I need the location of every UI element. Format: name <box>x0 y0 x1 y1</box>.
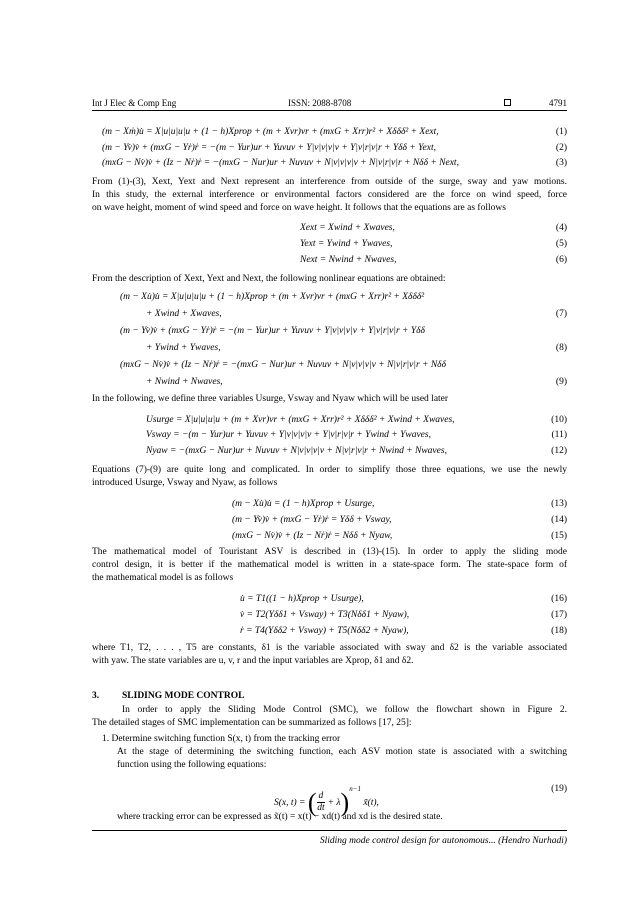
equation-14: (m − Yv̇)v̇ + (mxG − Yṙ)ṙ = Yδδ + Vsway, <box>232 515 392 525</box>
paragraph-line: In order to apply the Sliding Mode Control (SMC), we follow the flowchart shown in Figure 2. <box>122 705 567 715</box>
equation-number-18: (18) <box>551 626 567 636</box>
paragraph-line: where T1, T2, . . . , T5 are constants, δ1 is the variable associated with sway and δ2 is the variable associated <box>92 643 567 653</box>
paragraph-line: At the stage of determining the switching function, each ASV motion state is associated with a switching <box>117 747 567 757</box>
paragraph-line: control design, it is better if the mathematical model is written in a state-space form. The state-space form of <box>92 560 567 570</box>
equation-number-17: (17) <box>551 610 567 620</box>
paragraph-line: From (1)-(3), Xext, Yext and Next represent an interference from outside of the surge, sway and yaw motions. <box>92 177 567 187</box>
page-number: 4791 <box>549 98 567 108</box>
equation-19-lhs: S(x, t) = <box>274 798 306 808</box>
equation-number-5: (5) <box>555 239 567 249</box>
journal-name: Int J Elec & Comp Eng <box>92 98 177 108</box>
equation-8-line-1: (m − Yv̇)v̇ + (mxG − Yṙ)ṙ = −(m − Yur)ur + Yuvuv + Y|v|v|v|v + Y|v|r|v|r + Yδδ <box>120 326 425 336</box>
equation-number-10: (10) <box>551 415 567 425</box>
equation-number-19: (19) <box>551 784 567 794</box>
left-paren-icon: ( <box>307 787 317 817</box>
equation-number-3: (3) <box>555 158 567 168</box>
fraction-numerator: d <box>318 791 324 802</box>
paragraph-5 <box>92 546 567 585</box>
equation-19-lambda: + λ <box>327 798 341 808</box>
equation-16: u̇ = T1((1 − h)Xprop + Usurge), <box>240 594 364 604</box>
equation-number-1: (1) <box>555 127 567 137</box>
paragraph-line: The mathematical model of Touristant ASV is described in (13)-(15). In order to apply the sliding mode <box>92 547 567 557</box>
equation-11: Vsway = −(m − Yur)ur + Yuvuv + Y|v|v|v|v + Y|v|r|v|r + Ywind + Ywaves, <box>146 430 431 440</box>
paragraph-line: on wave height, moment of wind speed and force on wave height. It follows that the equations are as follows <box>92 203 506 213</box>
paragraph-line: the mathematical model is as follows <box>92 573 234 583</box>
equation-number-14: (14) <box>551 515 567 525</box>
paragraph-line: function using the following equations: <box>117 760 267 770</box>
equation-18: ṙ = T4(Yδδ2 + Vsway) + T5(Nδδ2 + Nyaw), <box>240 626 409 636</box>
equation-number-4: (4) <box>555 223 567 233</box>
square-icon <box>504 99 511 106</box>
section-heading <box>92 690 244 702</box>
equation-13: (m − Xu̇)u̇ = (1 − h)Xprop + Usurge, <box>232 499 375 509</box>
paragraph-1 <box>92 176 567 215</box>
equation-6: Next = Nwind + Nwaves, <box>300 255 397 265</box>
equation-19-exponent: n−1 <box>349 785 361 793</box>
equation-4: Xext = Xwind + Xwaves, <box>300 223 395 233</box>
paragraph-line: In the following, we define three variables Usurge, Vsway and Nyaw which will be used later <box>92 394 449 404</box>
equation-number-13: (13) <box>551 499 567 509</box>
equation-number-12: (12) <box>551 446 567 456</box>
equation-10: Usurge = X|u|u|u|u + (m + Xvr)vr + (mxG + Xrr)r² + Xδδδ² + Xwind + Xwaves, <box>146 415 455 425</box>
equation-9-line-2: + Nwind + Nwaves, <box>146 377 223 387</box>
list-item-body <box>117 746 567 772</box>
equation-9-line-1: (mxG − Nv̇)v̇ + (Iz − Nṙ)ṙ = −(mxG − Nur)ur + Nuvuv + N|v|v|v|v + N|v|r|v|r + Nδδ <box>120 360 447 370</box>
equation-2: (m − Yv̇)v̇ + (mxG − Yṙ)ṙ = −(m − Yur)ur + Yuvuv + Y|v|v|v|v + Y|v|r|v|r + Yδδ + Yext, <box>102 143 436 153</box>
equation-19 <box>274 777 379 815</box>
equation-7-line-2: + Xwind + Xwaves, <box>146 309 222 319</box>
equation-number-2: (2) <box>555 143 567 153</box>
equation-number-7: (7) <box>555 309 567 319</box>
equation-number-15: (15) <box>551 531 567 541</box>
paragraph-7 <box>92 704 567 730</box>
equation-19-rhs: x̃(t), <box>363 798 379 808</box>
paragraph-line: Equations (7)-(9) are quite long and complicated. In order to simplify those three equations, we use the newly <box>92 465 567 475</box>
paragraph-3 <box>92 393 567 406</box>
equation-number-9: (9) <box>555 377 567 387</box>
issn: ISSN: 2088-8708 <box>288 98 352 108</box>
footer-divider <box>92 830 567 831</box>
paragraph-6 <box>92 642 567 668</box>
fraction-denominator: dt <box>317 803 325 814</box>
list-item-title: 1. Determine switching function S(x, t) from the tracking error <box>102 734 341 744</box>
section-title: SLIDING MODE CONTROL <box>122 691 245 701</box>
paragraph-4 <box>92 464 567 490</box>
equation-number-8: (8) <box>555 343 567 353</box>
equation-15: (mxG − Nv̇)v̇ + (Iz − Nṙ)ṙ = Nδδ + Nyaw, <box>232 531 393 541</box>
paragraph-line: In this study, the external interference or environmental factors considered are the force on wind speed, force <box>92 190 567 200</box>
equation-5: Yext = Ywind + Ywaves, <box>300 239 393 249</box>
equation-1: (m − Xṁ)u̇ = X|u|u|u|u + (1 − h)Xprop + (m + Xvr)vr + (mxG + Xrr)r² + Xδδδ² + Xext, <box>102 127 439 137</box>
section-number: 3. <box>92 691 100 701</box>
equation-number-6: (6) <box>555 255 567 265</box>
right-paren-icon: ) <box>340 787 350 817</box>
page-footer: Sliding mode control design for autonomous... (Hendro Nurhadi) <box>319 836 567 846</box>
equation-8-line-2: + Ywind + Ywaves, <box>146 343 221 353</box>
where-line: where tracking error can be expressed as x̃(t) = x(t) − xd(t) and xd is the desired state. <box>117 812 443 822</box>
equation-17: v̇ = T2(Yδδ1 + Vsway) + T3(Nδδ1 + Nyaw), <box>240 610 410 620</box>
equation-7-line-1: (m − Xu̇)u̇ = X|u|u|u|u + (1 − h)Xprop + (m + Xvr)vr + (mxG + Xrr)r² + Xδδδ² <box>120 292 425 302</box>
page-header <box>92 96 567 111</box>
equation-number-11: (11) <box>551 430 567 440</box>
equation-12: Nyaw = −(mxG − Nur)ur + Nuvuv + N|v|v|v|v + N|v|r|v|r + Nwind + Nwaves, <box>146 446 447 456</box>
equation-number-16: (16) <box>551 594 567 604</box>
equation-3: (mxG − Nv̇)v̇ + (Iz − Nṙ)ṙ = −(mxG − Nur)ur + Nuvuv + N|v|v|v|v + N|v|r|v|r + Nδδ + Next, <box>102 158 459 168</box>
paragraph-2 <box>92 273 567 286</box>
paragraph-line: From the description of Xext, Yext and Next, the following nonlinear equations are obtained: <box>92 274 446 284</box>
paragraph-line: The detailed stages of SMC implementation can be summarized as follows [17, 25]: <box>92 718 412 728</box>
paragraph-line: introduced Usurge, Vsway and Nyaw, as follows <box>92 478 278 488</box>
paragraph-line: with yaw. The state variables are u, v, r and the input variables are Xprop, δ1 and δ2. <box>92 656 414 666</box>
